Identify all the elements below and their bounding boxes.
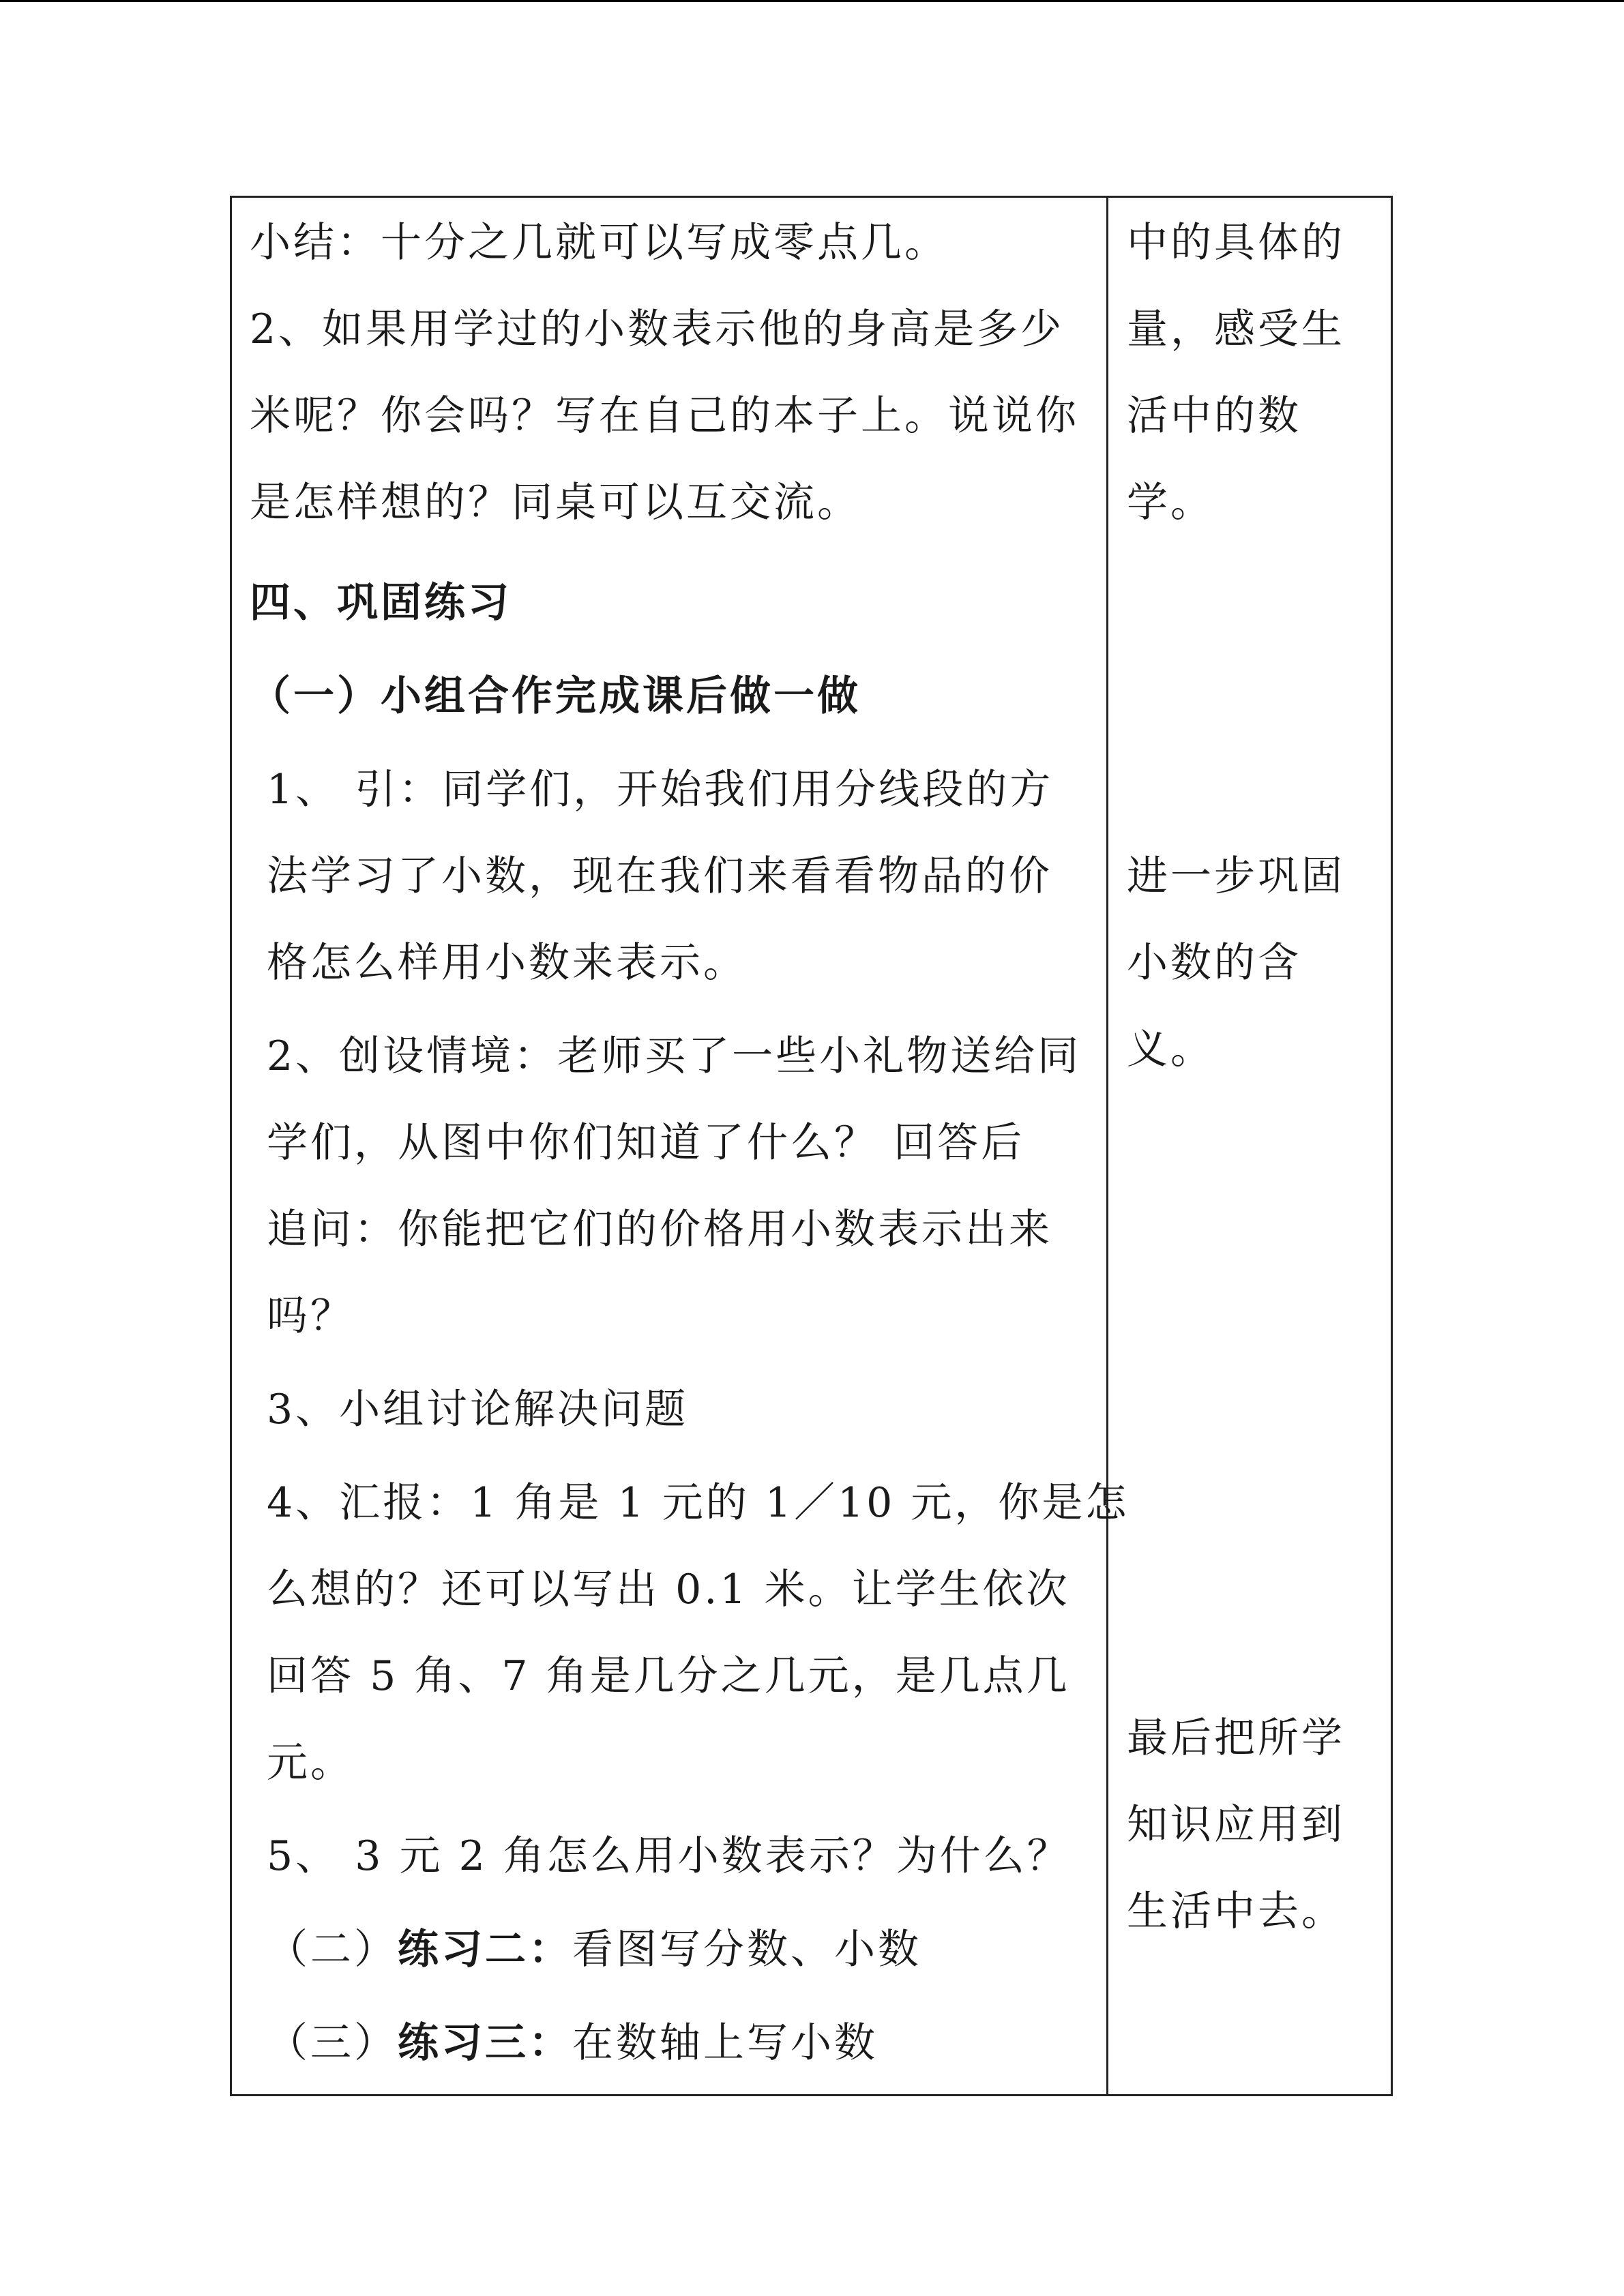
note-1-line-2: 量，感受生 [1127, 305, 1345, 353]
item-4-line-4: 元。 [267, 1739, 354, 1787]
question-2-line-2: 米呢？你会吗？写在自己的本子上。说说你 [250, 392, 1079, 440]
note-2-line-2: 小数的含 [1127, 939, 1301, 987]
item-2-line-2: 学们，从图中你们知道了什么？ 回答后 [267, 1119, 1025, 1167]
exercise-3-text: 在数轴上写小数 [572, 2019, 878, 2067]
exercise-2-label: 练习二： [398, 1926, 572, 1973]
column-divider [1106, 198, 1108, 2094]
exercise-3-label: 练习三： [398, 2019, 572, 2067]
item-1-line-2: 法学习了小数，现在我们来看看物品的价 [267, 852, 1052, 900]
note-1-line-1: 中的具体的 [1127, 219, 1345, 267]
note-2-line-1: 进一步巩固 [1127, 852, 1345, 900]
note-3-line-2: 知识应用到 [1127, 1801, 1345, 1849]
item-2-line-3: 追问：你能把它们的价格用小数表示出来 [267, 1206, 1052, 1253]
item-5-line: 5、 3 元 2 角怎么用小数表示？为什么？ [267, 1832, 1071, 1880]
item-2-line-4: 吗？ [267, 1292, 354, 1340]
note-2-line-3: 义。 [1127, 1026, 1214, 1073]
item-4-line-3: 回答 5 角、7 角是几分之几元，是几点几 [267, 1652, 1070, 1700]
note-3-line-3: 生活中去。 [1127, 1888, 1345, 1935]
note-1-line-4: 学。 [1127, 479, 1214, 526]
item-4-line-1: 4、汇报：1 角是 1 元的 1／10 元，你是怎 [267, 1479, 1130, 1527]
exercise-2-text: 看图写分数、小数 [572, 1926, 921, 1973]
lesson-plan-table [230, 196, 1393, 2096]
section-heading-practice: 四、巩固练习 [250, 579, 512, 627]
page-top-border [0, 0, 1624, 2]
note-1-line-3: 活中的数 [1127, 392, 1301, 440]
summary-line: 小结：十分之几就可以写成零点几。 [250, 219, 948, 267]
question-2-line-3: 是怎样想的？同桌可以互交流。 [250, 479, 861, 526]
question-2-line-1: 2、如果用学过的小数表示他的身高是多少 [250, 305, 1065, 353]
exercise-3-line [267, 2019, 878, 2067]
item-3-line: 3、小组讨论解决问题 [267, 1386, 689, 1433]
item-1-line-3: 格怎么样用小数来表示。 [267, 939, 747, 987]
exercise-2-line [267, 1926, 921, 1973]
exercise-3-prefix: （三） [267, 2019, 398, 2067]
item-2-line-1: 2、创设情境：老师买了一些小礼物送给同 [267, 1032, 1082, 1080]
subsection-heading-group-work: （一）小组合作完成课后做一做 [250, 672, 861, 720]
note-3-line-1: 最后把所学 [1127, 1714, 1345, 1762]
item-1-line-1: 1、 引：同学们，开始我们用分线段的方 [267, 766, 1054, 814]
exercise-2-prefix: （二） [267, 1926, 398, 1973]
item-4-line-2: 么想的？还可以写出 0.1 米。让学生依次 [267, 1566, 1070, 1613]
